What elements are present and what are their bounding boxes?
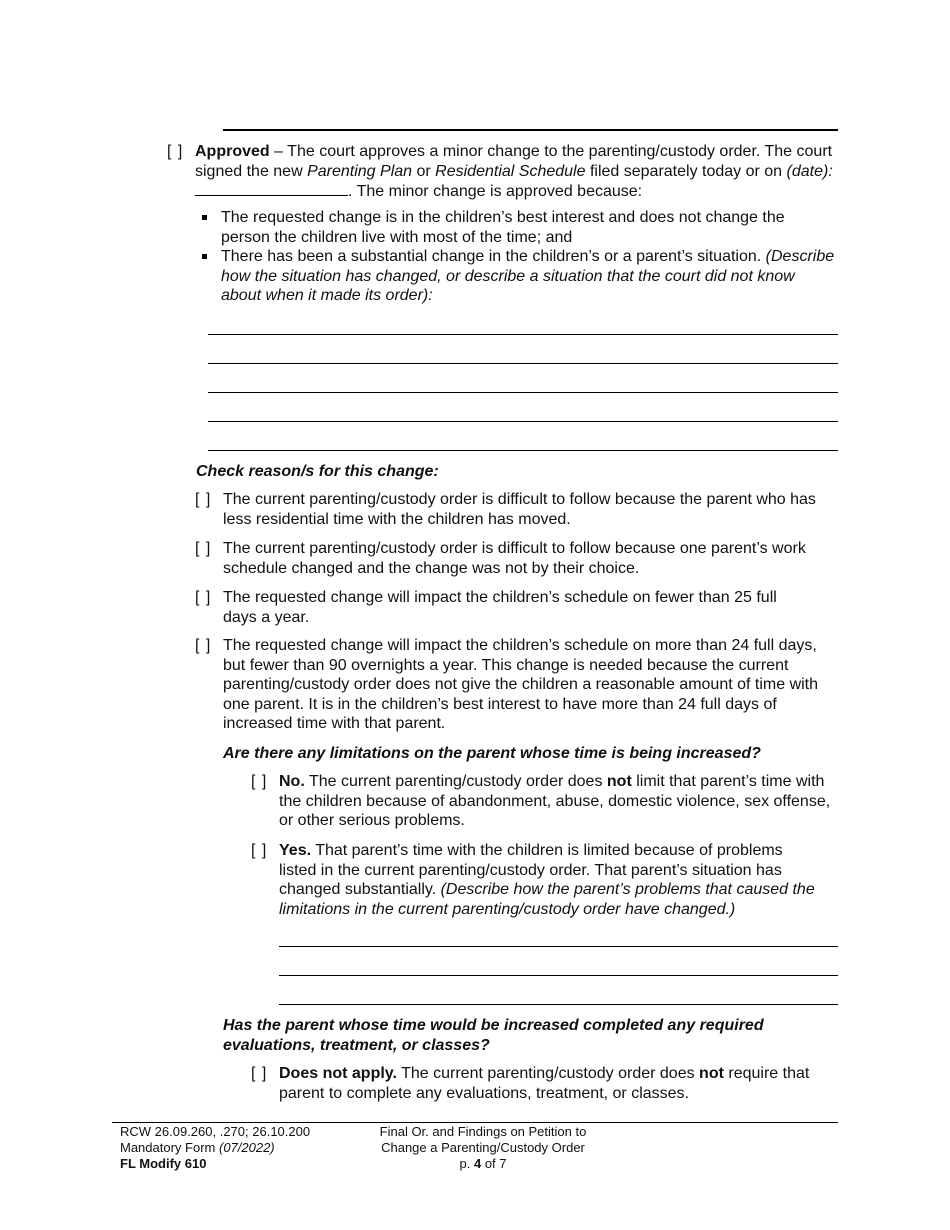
does-not-apply-text — [279, 1064, 829, 1103]
date-field[interactable] — [195, 181, 348, 196]
footer-form-id: FL Modify 610 — [120, 1156, 207, 1171]
parenting-plan-term: Parenting Plan — [307, 162, 413, 180]
footer-rcw: RCW 26.09.260, .270; 26.10.200 — [120, 1124, 311, 1139]
reason-checkbox[interactable]: [ ] — [195, 491, 212, 508]
yes-checkbox[interactable]: [ ] — [251, 842, 268, 859]
footer-left — [120, 1124, 370, 1172]
reasons-heading: Check reason/s for this change: — [196, 463, 439, 480]
does-not-apply-checkbox[interactable]: [ ] — [251, 1065, 268, 1082]
yes-option-text — [279, 841, 824, 919]
reason-checkbox[interactable]: [ ] — [195, 637, 212, 654]
bullet-item-instruction: (Describe how the situation has changed, or describe a situation that the court did not know about when it made its order): — [221, 248, 835, 305]
yes-instruction: (Describe how the parent’s problems that caused the limitations in the current parenting/custody order have changed.) — [279, 881, 815, 918]
yes-label: Yes. — [279, 842, 312, 859]
no-text-2: limit that parent’s time with the children because of abandonment, abuse, domestic violence, sex offense, or other serious problems. — [279, 773, 831, 830]
footer-rule — [112, 1122, 838, 1123]
evaluations-question: Has the parent whose time would be increased completed any required evaluations, treatment, or classes? — [223, 1017, 764, 1054]
write-in-line[interactable] — [279, 1004, 838, 1005]
reason-item: The requested change will impact the children’s schedule on fewer than 25 full days a year. — [223, 589, 777, 626]
write-in-line[interactable] — [279, 946, 838, 947]
write-in-line[interactable] — [208, 392, 838, 393]
reason-item: The current parenting/custody order is difficult to follow because one parent’s work schedule changed and the change was not by their choice. — [223, 540, 806, 577]
does-not-apply-label: Does not apply. — [279, 1065, 397, 1082]
approved-text-2: filed separately today or on — [585, 162, 787, 180]
bullet-item — [221, 247, 836, 306]
date-label: (date): — [786, 162, 833, 180]
reason-checkbox[interactable]: [ ] — [195, 589, 212, 606]
bullet-marker — [202, 215, 207, 220]
write-in-line[interactable] — [208, 363, 838, 364]
footer-title-2: Change a Parenting/Custody Order — [381, 1140, 585, 1155]
bullet-marker — [202, 254, 207, 259]
footer-mandatory-date: (07/2022) — [218, 1140, 275, 1155]
reason-item: The requested change will impact the children’s schedule on more than 24 full days, but fewer than 90 overnights a year. This change is needed because the current parenting/custody order does not give the children a reasonable amount of time with one parent. It is in the children’s best interest to have more than 24 full days of increased time with that parent. — [223, 637, 819, 733]
bullet-item: The requested change is in the children’s best interest and does not change the person the children live with most of the time; and — [221, 209, 785, 246]
write-in-line[interactable] — [208, 450, 838, 451]
no-text-1: The current parenting/custody order does — [304, 773, 607, 790]
reason-checkbox[interactable]: [ ] — [195, 540, 212, 557]
no-not: not — [606, 773, 632, 790]
bullet-item-text: There has been a substantial change in the children’s or a parent’s situation. — [221, 248, 762, 265]
yes-text: That parent’s time with the children is limited because of problems listed in the current parenting/custody order. That parent’s situation has changed substantially. — [279, 842, 783, 899]
reason-item: The current parenting/custody order is difficult to follow because the parent who has less residential time with the children has moved. — [223, 491, 816, 528]
approved-checkbox[interactable]: [ ] — [167, 143, 184, 160]
footer-page: p. 4 of 7 — [459, 1156, 507, 1171]
does-not-apply-text-2: require that parent to complete any evaluations, treatment, or classes. — [279, 1065, 810, 1102]
write-in-line[interactable] — [208, 421, 838, 422]
does-not-apply-text-1: The current parenting/custody order does — [396, 1065, 700, 1082]
approved-or: or — [412, 162, 436, 180]
limitations-question: Are there any limitations on the parent whose time is being increased? — [223, 745, 761, 762]
footer-mandatory: Mandatory Form (07/2022) — [120, 1140, 275, 1155]
approved-text-1: – The court approves a minor change to the parenting/custody order. The court signed the new — [195, 143, 833, 180]
approved-text-3: . The minor change is approved because: — [348, 183, 643, 201]
footer-title-1: Final Or. and Findings on Petition to — [379, 1124, 587, 1139]
approved-label: Approved — [195, 143, 270, 160]
approved-paragraph — [195, 142, 840, 202]
residential-schedule-term: Residential Schedule — [435, 162, 586, 180]
does-not-apply-not: not — [699, 1065, 724, 1082]
footer-page-number: 4 — [473, 1156, 482, 1171]
write-in-line[interactable] — [279, 975, 838, 976]
no-option-text — [279, 772, 841, 831]
footer-center — [364, 1124, 602, 1172]
top-rule — [223, 129, 838, 131]
write-in-line[interactable] — [208, 334, 838, 335]
no-checkbox[interactable]: [ ] — [251, 773, 268, 790]
no-label: No. — [279, 773, 305, 790]
